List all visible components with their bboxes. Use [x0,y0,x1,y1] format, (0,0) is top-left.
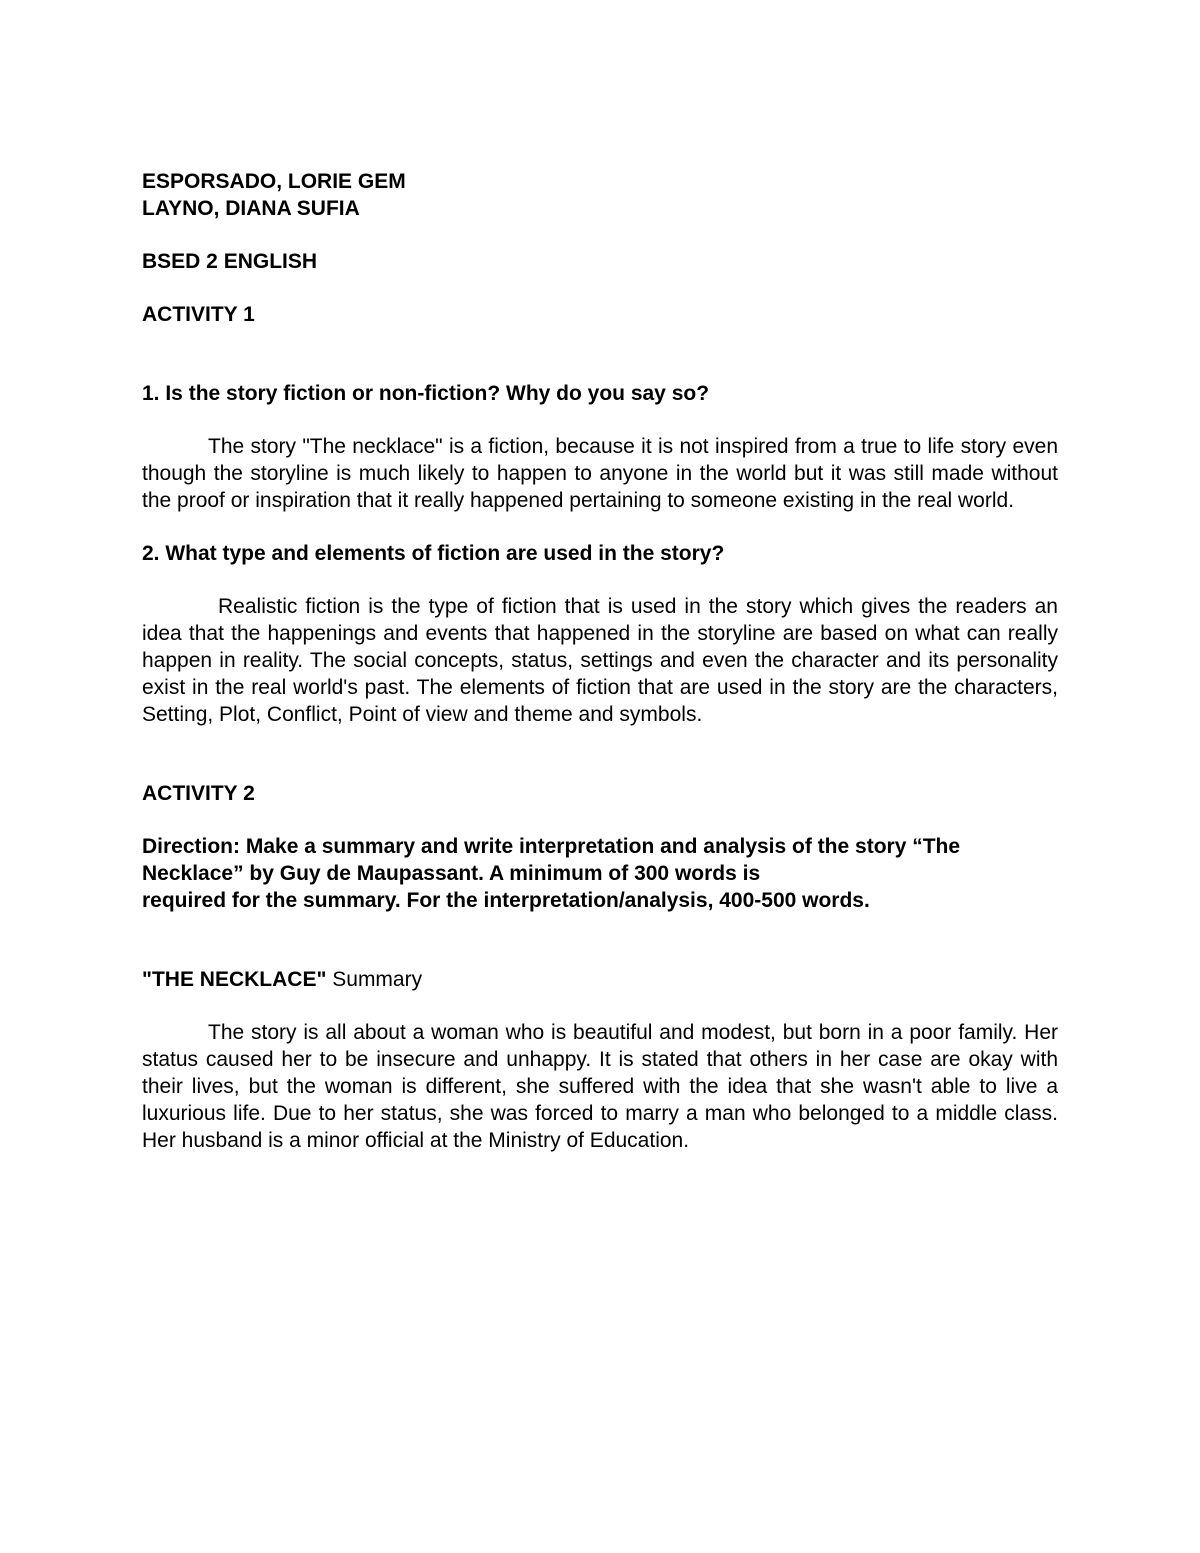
summary-text: The story is all about a woman who is beautiful and modest, but born in a poor family. Her status caused her to be insecure and unhappy. It is stated that others in her case are okay with their lives, but the woman is different, she suffered with the idea that she wasn't able to live a luxurious life. Due to her status, she was forced to marry a man who belonged to a middle class. Her husband is a minor official at the Ministry of Education. [142,1021,1058,1152]
summary-title-bold: "THE NECKLACE" [142,968,327,991]
student-name-1: ESPORSADO, LORIE GEM [142,170,406,193]
direction-line-3: required for the summary. For the interpretation/analysis, 400-500 words. [142,889,870,912]
activity2-title: ACTIVITY 2 [142,782,255,805]
direction-line-1: Direction: Make a summary and write interpretation and analysis of the story “The [142,835,961,858]
answer-1: The story "The necklace" is a fiction, because it is not inspired from a true to life story even though the storyline is much likely to happen to anyone in the world but it was still made without the proof or inspiration that it really happened pertaining to someone existing in the real world. [142,435,1058,512]
student-name-2: LAYNO, DIANA SUFIA [142,197,360,220]
question-1: 1. Is the story fiction or non-fiction? Why do you say so? [142,382,710,405]
course-label: BSED 2 ENGLISH [142,250,318,273]
question-2: 2. What type and elements of fiction are used in the story? [142,542,725,565]
activity1-title: ACTIVITY 1 [142,303,255,326]
direction-line-2: Necklace” by Guy de Maupassant. A minimum of 300 words is [142,862,761,885]
direction-block [142,833,1058,914]
summary-title [142,966,1058,993]
answer-2: Realistic fiction is the type of fiction that is used in the story which gives the readers an idea that the happenings and events that happened in the storyline are based on what can really happen in reality. The social concepts, status, settings and even the character and its personality exist in the real world's past. The elements of fiction that are used in the story are the characters, Setting, Plot, Conflict, Point of view and theme and symbols. [142,595,1058,726]
summary-title-rest: Summary [326,968,423,991]
document-page [142,168,1058,1154]
